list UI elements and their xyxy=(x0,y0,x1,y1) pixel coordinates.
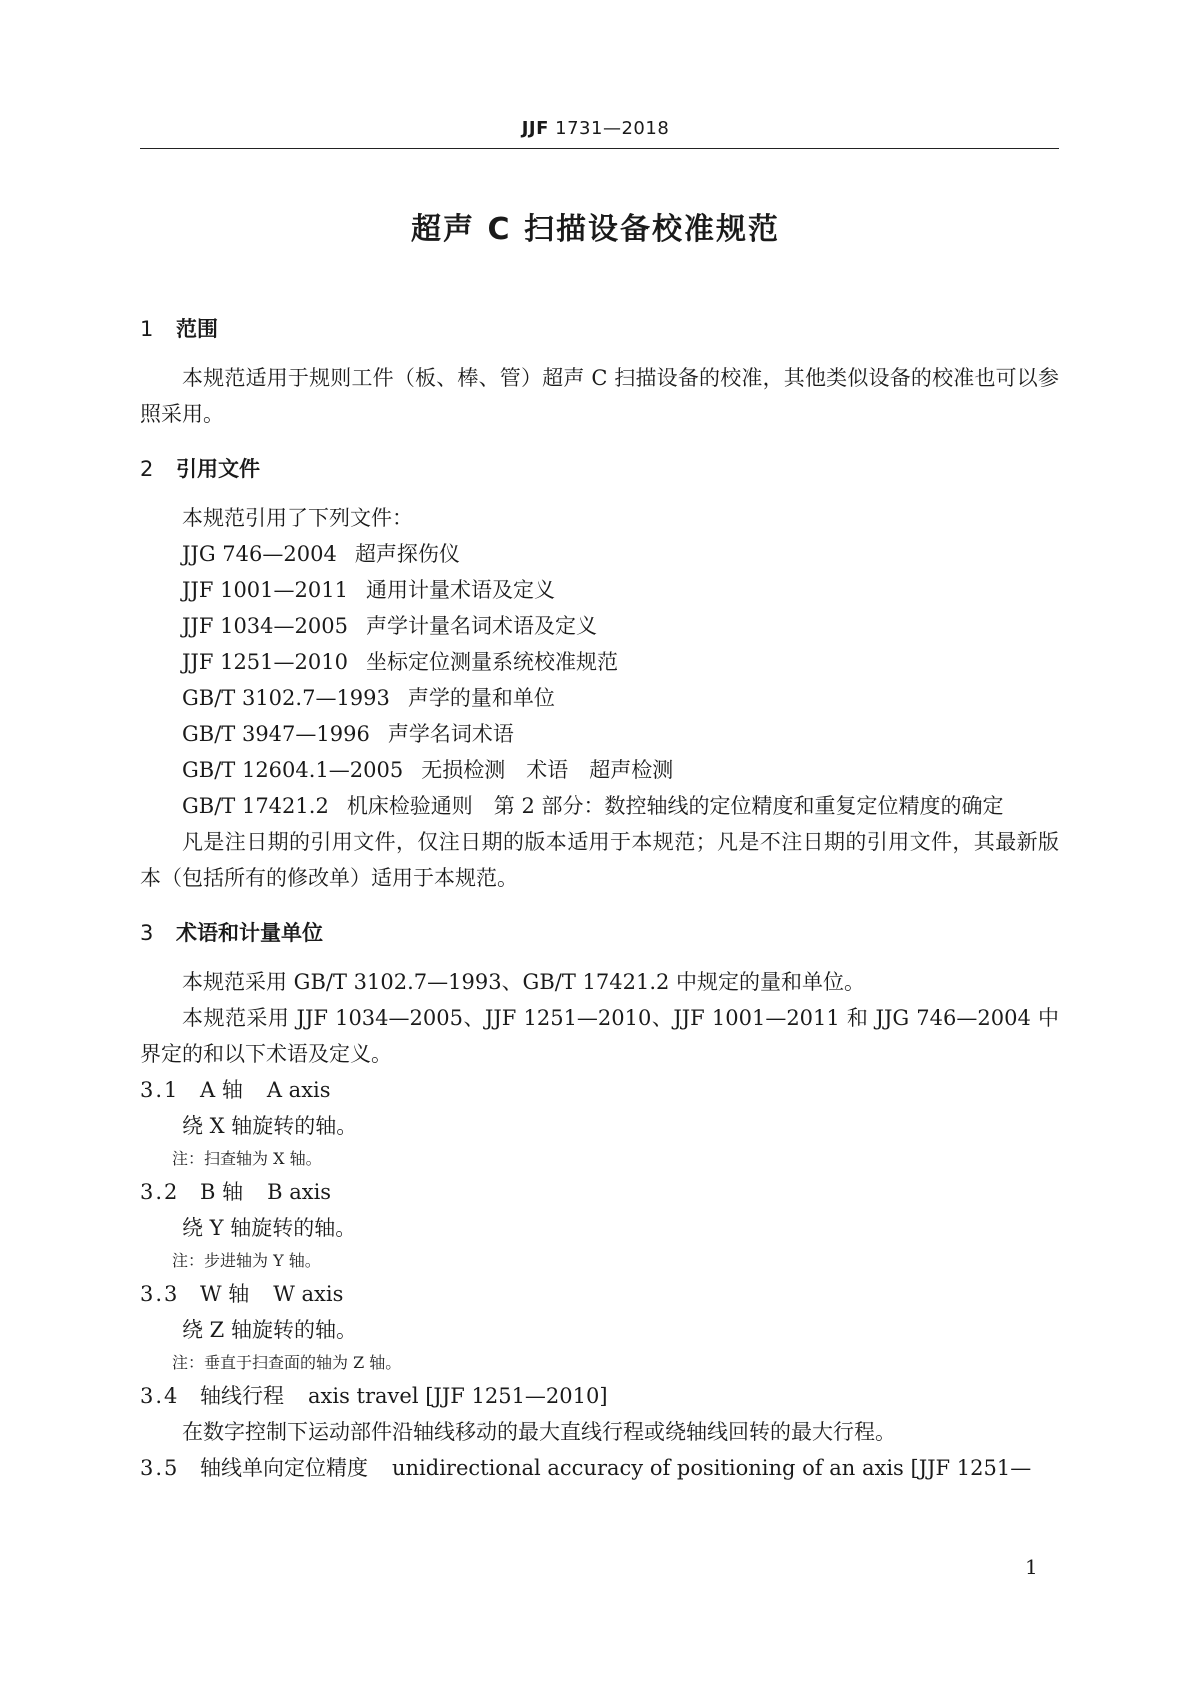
term-en: unidirectional accuracy of positioning of an axis [JJF 1251— xyxy=(392,1456,1032,1480)
term-heading xyxy=(140,1276,1059,1312)
reference-name: 无损检测 术语 超声检测 xyxy=(421,758,674,782)
section-3-paragraph-2: 本规范采用 JJF 1034—2005、JJF 1251—2010、JJF 1001—2011 和 JJG 746—2004 中界定的和以下术语及定义。 xyxy=(140,1006,1059,1066)
references-note: 凡是注日期的引用文件，仅注日期的版本适用于本规范；凡是不注日期的引用文件，其最新版本（包括所有的修改单）适用于本规范。 xyxy=(140,830,1059,890)
section-number: 1 xyxy=(140,317,154,341)
section-title: 范围 xyxy=(176,317,218,341)
term-definition: 在数字控制下运动部件沿轴线移动的最大直线行程或绕轴线回转的最大行程。 xyxy=(182,1420,896,1444)
term-number: 3.2 xyxy=(140,1180,180,1204)
section-1-paragraph: 本规范适用于规则工件（板、棒、管）超声 C 扫描设备的校准，其他类似设备的校准也可以参照采用。 xyxy=(140,366,1059,426)
term-en: W axis xyxy=(273,1282,344,1306)
header-rule xyxy=(140,148,1059,149)
term-en: B axis xyxy=(267,1180,332,1204)
section-number: 2 xyxy=(140,457,154,481)
reference-code: JJF 1034—2005 xyxy=(182,614,348,638)
term-heading xyxy=(140,1072,1059,1108)
term-note: 注：扫查轴为 X 轴。 xyxy=(172,1149,322,1168)
reference-name: 声学名词术语 xyxy=(387,722,514,746)
term-heading xyxy=(140,1450,1059,1486)
reference-name: 通用计量术语及定义 xyxy=(365,578,555,602)
section-title: 引用文件 xyxy=(176,457,260,481)
page-number: 1 xyxy=(1025,1555,1038,1579)
reference-name: 超声探伤仪 xyxy=(354,542,460,566)
reference-name: 声学的量和单位 xyxy=(407,686,555,710)
reference-name: 机床检验通则 第 2 部分：数控轴线的定位精度和重复定位精度的确定 xyxy=(346,794,1004,818)
document-title: 超声 C 扫描设备校准规范 xyxy=(411,212,780,247)
section-2-heading xyxy=(140,454,1059,484)
reference-code: JJG 746—2004 xyxy=(182,542,337,566)
term-note: 注：垂直于扫查面的轴为 Z 轴。 xyxy=(172,1353,402,1372)
reference-item xyxy=(140,788,1059,824)
term-number: 3.5 xyxy=(140,1456,180,1480)
term-number: 3.1 xyxy=(140,1078,180,1102)
reference-item xyxy=(140,608,1059,644)
term-definition: 绕 X 轴旋转的轴。 xyxy=(182,1114,358,1138)
term-en: A axis xyxy=(266,1078,331,1102)
term-en: axis travel [JJF 1251—2010] xyxy=(308,1384,608,1408)
reference-name: 坐标定位测量系统校准规范 xyxy=(365,650,618,674)
reference-item xyxy=(140,680,1059,716)
reference-item xyxy=(140,644,1059,680)
section-3-heading xyxy=(140,918,1059,948)
header-prefix: JJF xyxy=(521,118,549,139)
section-number: 3 xyxy=(140,921,154,945)
references-intro: 本规范引用了下列文件： xyxy=(182,506,413,530)
reference-code: JJF 1001—2011 xyxy=(182,578,348,602)
term-zh: B 轴 xyxy=(200,1180,244,1204)
term-heading xyxy=(140,1378,1059,1414)
reference-item xyxy=(140,572,1059,608)
term-zh: W 轴 xyxy=(200,1282,250,1306)
reference-code: GB/T 12604.1—2005 xyxy=(182,758,404,782)
page-header xyxy=(0,118,1191,139)
term-number: 3.3 xyxy=(140,1282,180,1306)
section-title: 术语和计量单位 xyxy=(176,921,323,945)
term-zh: 轴线行程 xyxy=(200,1384,284,1408)
header-number: 1731—2018 xyxy=(555,118,670,139)
reference-code: GB/T 3102.7—1993 xyxy=(182,686,390,710)
reference-code: JJF 1251—2010 xyxy=(182,650,348,674)
reference-code: GB/T 3947—1996 xyxy=(182,722,370,746)
term-definition: 绕 Z 轴旋转的轴。 xyxy=(182,1318,357,1342)
document-body xyxy=(140,300,1059,1486)
term-zh: 轴线单向定位精度 xyxy=(200,1456,368,1480)
reference-code: GB/T 17421.2 xyxy=(182,794,329,818)
reference-item xyxy=(140,536,1059,572)
term-heading xyxy=(140,1174,1059,1210)
reference-name: 声学计量名词术语及定义 xyxy=(365,614,597,638)
term-definition: 绕 Y 轴旋转的轴。 xyxy=(182,1216,357,1240)
section-3-paragraph-1: 本规范采用 GB/T 3102.7—1993、GB/T 17421.2 中规定的量和单位。 xyxy=(182,970,866,994)
term-number: 3.4 xyxy=(140,1384,180,1408)
reference-item xyxy=(140,752,1059,788)
term-zh: A 轴 xyxy=(200,1078,243,1102)
section-1-heading xyxy=(140,314,1059,344)
reference-item xyxy=(140,716,1059,752)
term-note: 注：步进轴为 Y 轴。 xyxy=(172,1251,321,1270)
